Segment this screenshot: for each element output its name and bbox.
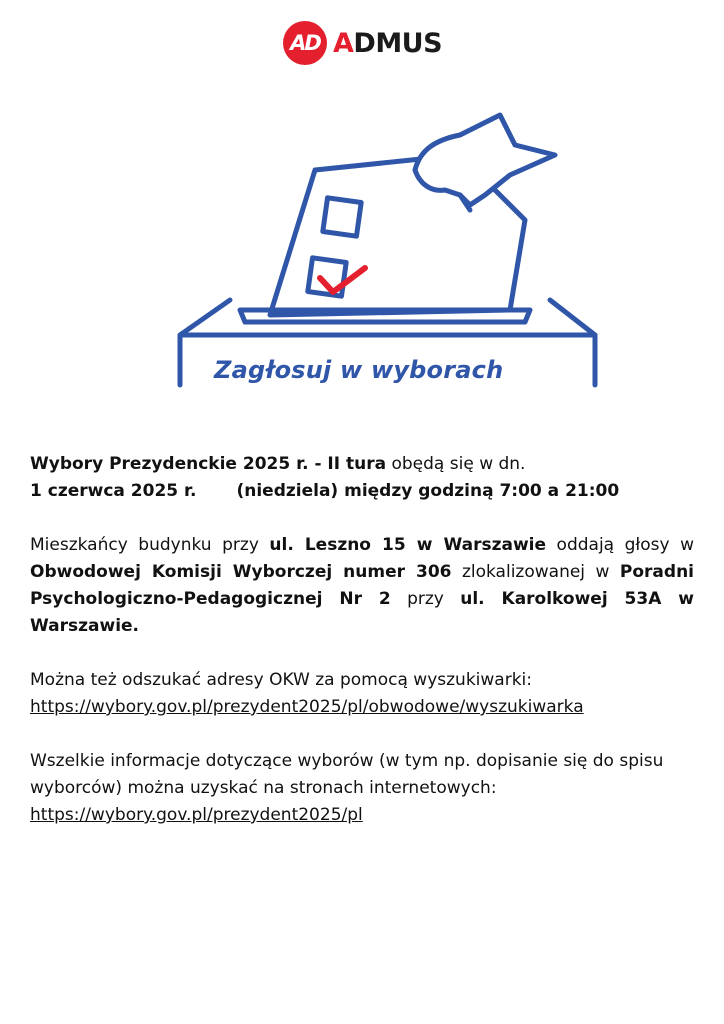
slogan: Zagłosuj w wyborach xyxy=(214,356,504,384)
admus-logo-text: ADMUS xyxy=(333,27,443,59)
polling-station-paragraph: Mieszkańcy budynku przy ul. Leszno 15 w Warszawie oddają głosy w Obwodowej Komisji Wyborczej numer 306 zlokalizowanej w Poradni Psychologiczno-Pedagogicznej Nr 2 przy ul. Karolkowej 53A w Warszawie. xyxy=(30,535,694,636)
elections-info-link[interactable]: https://wybory.gov.pl/prezydent2025/pl xyxy=(30,805,363,825)
hand-icon xyxy=(415,115,555,205)
info-link-line xyxy=(30,802,694,829)
election-date-line-2: 1 czerwca 2025 r. (niedziela) między godziną 7:00 a 21:00 xyxy=(30,481,620,501)
announcement-body xyxy=(30,451,694,829)
admus-logo xyxy=(283,18,442,68)
general-info-paragraph: Wszelkie informacje dotyczące wyborów (w tym np. dopisanie się do spisu wyborców) można uzyskać na stronach internetowych: xyxy=(30,751,664,798)
okw-search-link[interactable]: https://wybory.gov.pl/prezydent2025/pl/obwodowe/wyszukiwarka xyxy=(30,697,584,717)
admus-logo-mark: AD xyxy=(283,21,327,65)
ballot-box-illustration xyxy=(170,100,610,400)
election-date-line-1: Wybory Prezydenckie 2025 r. - II tura obędą się w dn. xyxy=(30,454,526,474)
search-link-line xyxy=(30,694,694,721)
search-info-paragraph: Można też odszukać adresy OKW za pomocą wyszukiwarki: xyxy=(30,670,532,690)
